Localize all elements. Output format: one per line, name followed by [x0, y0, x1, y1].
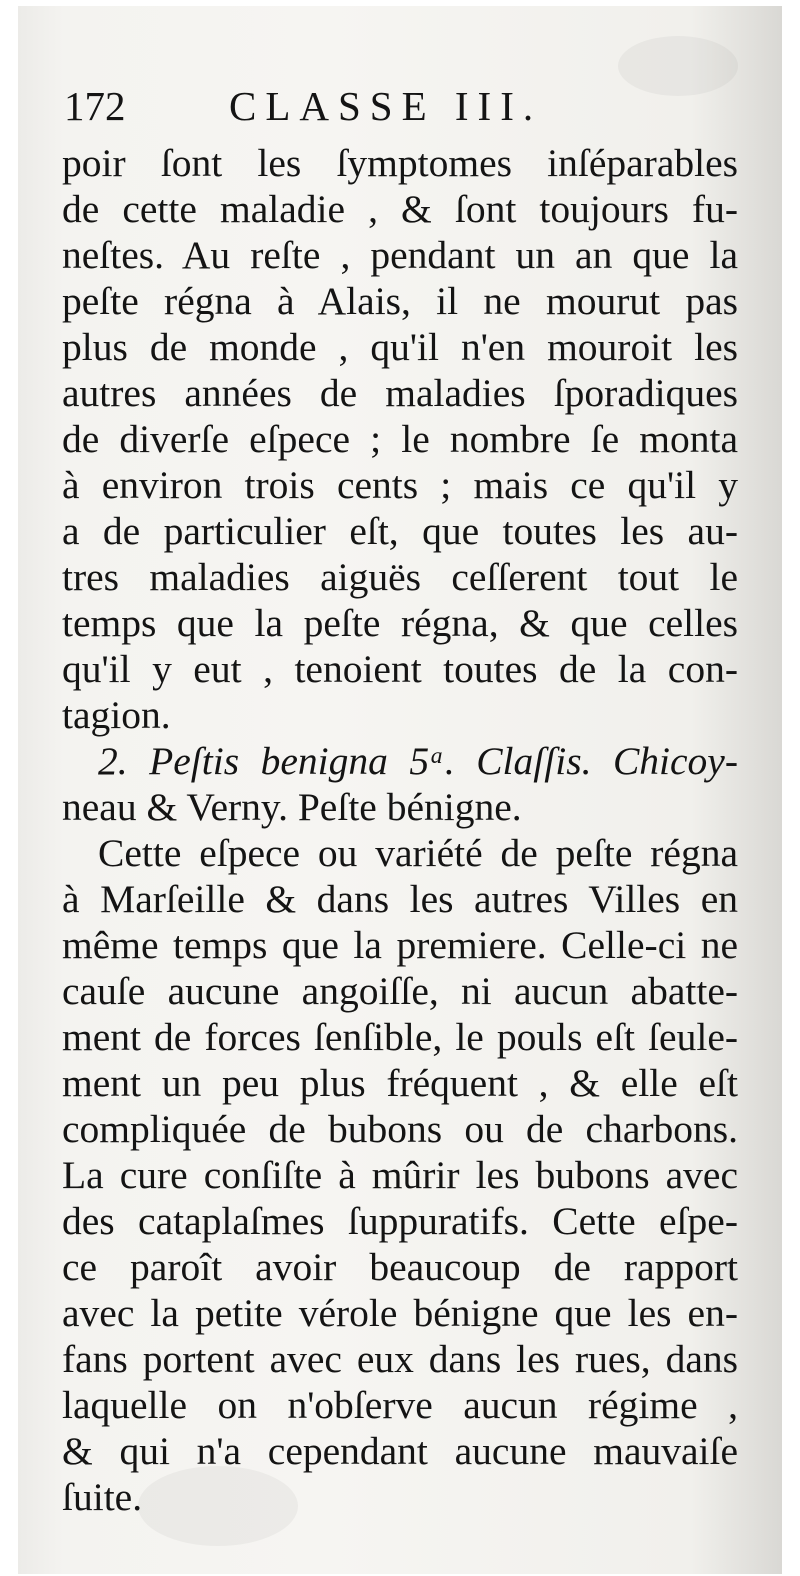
text-line: neſtes. Au reſte , pendant un an que la [62, 233, 738, 277]
scan-margin [782, 0, 800, 1576]
text-line: tres maladies aiguës ceſſerent tout le [62, 555, 738, 599]
running-head: CLASSE III. [229, 83, 543, 129]
text-line: ment un peu plus fréquent , & elle eſt [62, 1061, 738, 1105]
page-number: 172 [64, 83, 126, 129]
text-line: ment de forces ſenſible, le pouls eſt ſeule- [62, 1015, 738, 1059]
text-line: à Marſeille & dans les autres Villes en [62, 877, 738, 921]
text-line: temps que la peſte régna, & que celles [62, 601, 738, 645]
text-line: & qui n'a cependant aucune mauvaiſe [62, 1429, 738, 1473]
text-line: de cette maladie , & ſont toujours fu- [62, 187, 738, 231]
text-line: a de particulier eſt, que toutes les au- [62, 509, 738, 553]
text-line: des cataplaſmes ſuppuratifs. Cette eſpe- [62, 1199, 738, 1243]
text-line: fans portent avec eux dans les rues, dans [62, 1337, 738, 1381]
text-line: laquelle on n'obſerve aucun régime , [62, 1383, 738, 1427]
text-line: cauſe aucune angoiſſe, ni aucun abatte- [62, 969, 738, 1013]
text-line: avec la petite vérole bénigne que les en- [62, 1291, 738, 1335]
text-line: ſuite. [62, 1475, 143, 1519]
text-line: peſte régna à Alais, il ne mourut pas [62, 279, 738, 323]
text-line: qu'il y eut , tenoient toutes de la con- [62, 647, 738, 691]
page-header [64, 80, 744, 132]
text-line: poir ſont les ſymptomes inſéparables [62, 141, 738, 185]
text-line: La cure conſiſte à mûrir les bubons avec [62, 1153, 738, 1197]
text-line: 2. Peſtis benigna 5ᵃ. Claſſis. Chicoy- [98, 739, 738, 783]
text-line: Cette eſpece ou variété de peſte régna [98, 831, 738, 875]
text-line: à environ trois cents ; mais ce qu'il y [62, 463, 738, 507]
text-line: compliquée de bubons ou de charbons. [62, 1107, 738, 1151]
text-line: même temps que la premiere. Celle-ci ne [62, 923, 738, 967]
text-line: neau & Verny. Peſte bénigne. [62, 785, 522, 829]
section-heading-line [62, 738, 738, 784]
body-text [62, 140, 738, 1520]
text-line: de diverſe eſpece ; le nombre ſe monta [62, 417, 738, 461]
text-line: tagion. [62, 693, 171, 737]
text-line: ce paroît avoir beaucoup de rapport [62, 1245, 738, 1289]
text-line: autres années de maladies ſporadiques [62, 371, 738, 415]
text-line: plus de monde , qu'il n'en mouroit les [62, 325, 738, 369]
